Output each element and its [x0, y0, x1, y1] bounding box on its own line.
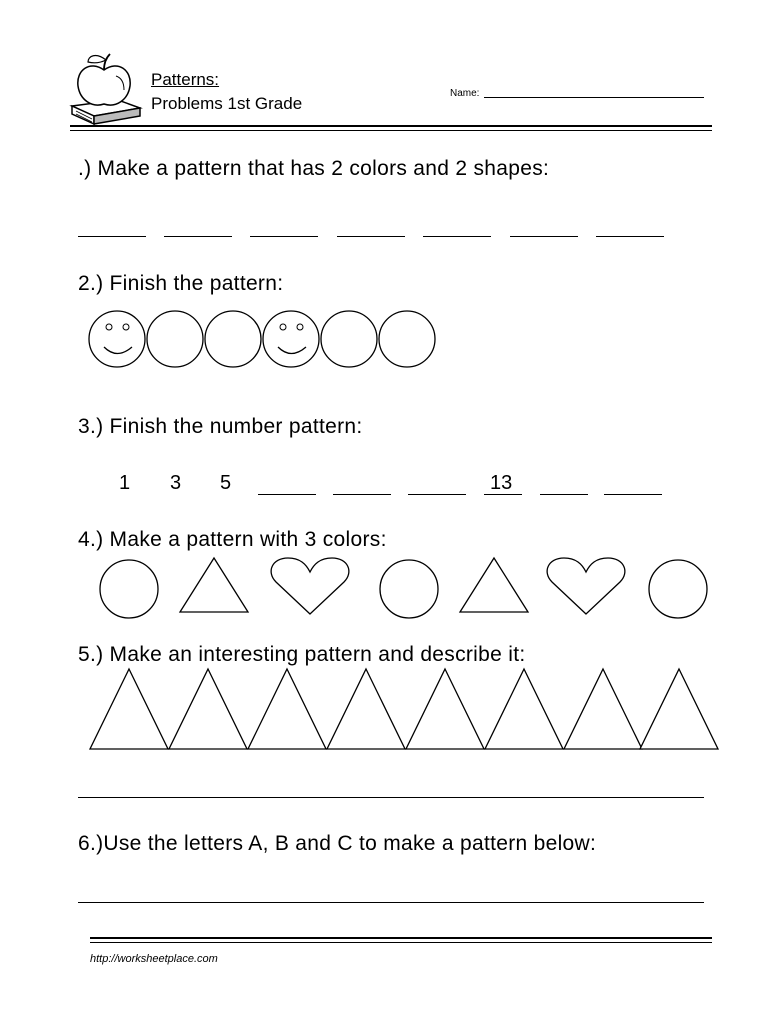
number-13-underline: [484, 494, 522, 495]
name-field-line[interactable]: [484, 97, 704, 98]
number-1: 1: [119, 472, 131, 494]
question-6-label: 6.)Use the letters A, B and C to make a pattern below:: [78, 832, 597, 855]
apple-books-logo: [66, 48, 144, 128]
answer-blank-1[interactable]: [78, 236, 146, 237]
triangle-shape: [327, 669, 405, 749]
question-5-label: 5.) Make an interesting pattern and describe it:: [78, 643, 526, 666]
description-answer-line[interactable]: [78, 797, 704, 798]
heart-shape: [547, 558, 625, 614]
number-blank-4[interactable]: [540, 494, 588, 495]
triangle-shape: [169, 669, 247, 749]
number-blank-5[interactable]: [604, 494, 662, 495]
q5-triangles: [88, 665, 720, 753]
worksheet-title: Patterns:: [151, 70, 220, 89]
heart-shape: [271, 558, 349, 614]
triangle-shape: [485, 669, 563, 749]
circle-shape: [649, 560, 707, 618]
answer-blank-2[interactable]: [164, 236, 232, 237]
answer-blank-7[interactable]: [596, 236, 664, 237]
footer-rule-bottom: [90, 942, 712, 943]
question-4-label: 4.) Make a pattern with 3 colors:: [78, 528, 387, 551]
footer-url-link[interactable]: http://worksheetplace.com: [90, 953, 218, 965]
triangle-shape: [180, 558, 248, 612]
header-rule-top: [70, 125, 712, 127]
triangle-shape: [460, 558, 528, 612]
number-blank-3[interactable]: [408, 494, 466, 495]
q4-shapes: [96, 554, 708, 622]
worksheet-subtitle: Problems 1st Grade: [151, 94, 303, 113]
answer-blank-6[interactable]: [510, 236, 578, 237]
circle-shape: [147, 311, 203, 367]
number-3: 3: [170, 472, 182, 494]
name-label: Name:: [450, 88, 480, 99]
triangle-shape: [640, 669, 718, 749]
circle-shape: [321, 311, 377, 367]
circle-shape: [205, 311, 261, 367]
q2-shapes: [86, 308, 442, 372]
circle-shape: [100, 560, 158, 618]
number-blank-1[interactable]: [258, 494, 316, 495]
triangle-shape: [406, 669, 484, 749]
triangle-shape: [90, 669, 168, 749]
triangle-shape: [564, 669, 642, 749]
header-rule-bottom: [70, 130, 712, 131]
question-1-label: .) Make a pattern that has 2 colors and 2 shapes:: [78, 157, 550, 180]
circle-shape: [380, 560, 438, 618]
number-blank-2[interactable]: [333, 494, 391, 495]
triangle-shape: [248, 669, 326, 749]
circle-shape: [379, 311, 435, 367]
question-2-label: 2.) Finish the pattern:: [78, 272, 284, 295]
answer-blank-5[interactable]: [423, 236, 491, 237]
number-13: 13: [490, 472, 513, 494]
footer-rule-top: [90, 937, 712, 939]
smiley-face-shape: [89, 311, 145, 367]
letters-answer-line[interactable]: [78, 902, 704, 903]
smiley-face-shape: [263, 311, 319, 367]
answer-blank-4[interactable]: [337, 236, 405, 237]
question-3-label: 3.) Finish the number pattern:: [78, 415, 363, 438]
answer-blank-3[interactable]: [250, 236, 318, 237]
number-5: 5: [220, 472, 232, 494]
